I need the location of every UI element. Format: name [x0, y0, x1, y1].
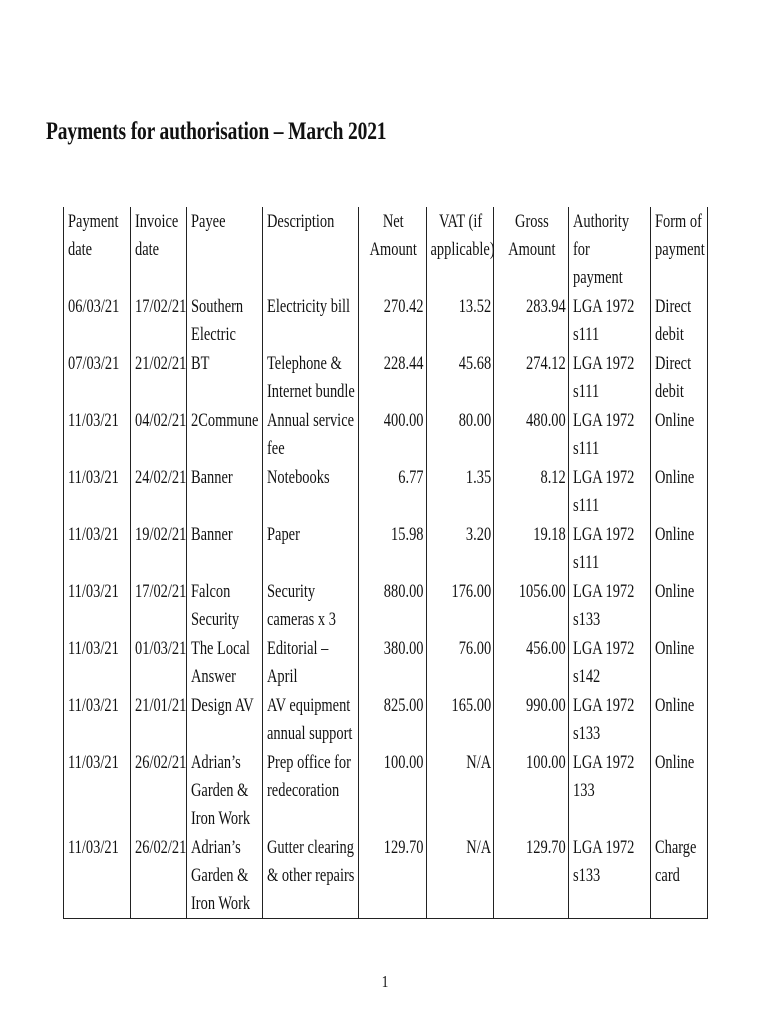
form-of-payment-cell: Direct debit: [651, 292, 708, 349]
authority-cell: LGA 1972 s111: [569, 292, 651, 349]
invoice-date-cell: 17/02/21: [131, 577, 187, 634]
authority-cell: LGA 1972 s133: [569, 577, 651, 634]
table-row: [64, 748, 708, 833]
form-of-payment-cell: Online: [651, 520, 708, 577]
authority-cell: LGA 1972 s111: [569, 463, 651, 520]
payee-cell: BT: [187, 349, 263, 406]
header-authority: Authority for payment: [569, 207, 651, 292]
vat-cell: N/A: [427, 748, 494, 833]
authority-cell: LGA 1972 s133: [569, 691, 651, 748]
invoice-date-cell: 04/02/21: [131, 406, 187, 463]
gross-amount-cell: 100.00: [494, 748, 569, 833]
payee-cell: Design AV: [187, 691, 263, 748]
authority-cell: LGA 1972 s111: [569, 349, 651, 406]
table-row: [64, 292, 708, 349]
form-of-payment-cell: Online: [651, 748, 708, 833]
header-payee: Payee: [187, 207, 263, 292]
table-row: [64, 691, 708, 748]
net-amount-cell: 228.44: [359, 349, 427, 406]
payment-date-cell: 11/03/21: [64, 691, 131, 748]
header-gross-amount: Gross Amount: [494, 207, 569, 292]
payee-cell: Southern Electric: [187, 292, 263, 349]
payments-table: [63, 207, 708, 919]
invoice-date-cell: 21/01/21: [131, 691, 187, 748]
table-row: [64, 577, 708, 634]
vat-cell: 165.00: [427, 691, 494, 748]
gross-amount-cell: 8.12: [494, 463, 569, 520]
invoice-date-cell: 21/02/21: [131, 349, 187, 406]
header-description: Description: [263, 207, 359, 292]
authority-cell: LGA 1972 s142: [569, 634, 651, 691]
header-net-amount: Net Amount: [359, 207, 427, 292]
net-amount-cell: 6.77: [359, 463, 427, 520]
invoice-date-cell: 01/03/21: [131, 634, 187, 691]
net-amount-cell: 15.98: [359, 520, 427, 577]
payment-date-cell: 11/03/21: [64, 833, 131, 919]
net-amount-cell: 825.00: [359, 691, 427, 748]
header-invoice-date: Invoice date: [131, 207, 187, 292]
description-cell: Security cameras x 3: [263, 577, 359, 634]
form-of-payment-cell: Direct debit: [651, 349, 708, 406]
vat-cell: 45.68: [427, 349, 494, 406]
vat-cell: N/A: [427, 833, 494, 919]
authority-cell: LGA 1972 s111: [569, 520, 651, 577]
authority-cell: LGA 1972 133: [569, 748, 651, 833]
form-of-payment-cell: Online: [651, 691, 708, 748]
header-vat: VAT (if applicable): [427, 207, 494, 292]
gross-amount-cell: 283.94: [494, 292, 569, 349]
description-cell: AV equipment annual support: [263, 691, 359, 748]
payment-date-cell: 11/03/21: [64, 520, 131, 577]
table-row: [64, 349, 708, 406]
description-cell: Prep office for redecoration: [263, 748, 359, 833]
table-row: [64, 634, 708, 691]
net-amount-cell: 100.00: [359, 748, 427, 833]
form-of-payment-cell: Online: [651, 406, 708, 463]
payment-date-cell: 07/03/21: [64, 349, 131, 406]
description-cell: Paper: [263, 520, 359, 577]
header-form-of-payment: Form of payment: [651, 207, 708, 292]
page-title: Payments for authorisation – March 2021: [46, 118, 387, 145]
table-row: [64, 406, 708, 463]
form-of-payment-cell: Online: [651, 577, 708, 634]
vat-cell: 3.20: [427, 520, 494, 577]
authority-cell: LGA 1972 s133: [569, 833, 651, 919]
payee-cell: Falcon Security: [187, 577, 263, 634]
vat-cell: 176.00: [427, 577, 494, 634]
form-of-payment-cell: Online: [651, 634, 708, 691]
payment-date-cell: 11/03/21: [64, 748, 131, 833]
net-amount-cell: 880.00: [359, 577, 427, 634]
invoice-date-cell: 19/02/21: [131, 520, 187, 577]
gross-amount-cell: 19.18: [494, 520, 569, 577]
payment-date-cell: 06/03/21: [64, 292, 131, 349]
payee-cell: Banner: [187, 463, 263, 520]
vat-cell: 1.35: [427, 463, 494, 520]
table-row: [64, 463, 708, 520]
form-of-payment-cell: Online: [651, 463, 708, 520]
table-header-row: [64, 207, 708, 292]
gross-amount-cell: 1056.00: [494, 577, 569, 634]
vat-cell: 13.52: [427, 292, 494, 349]
payee-cell: 2Commune: [187, 406, 263, 463]
gross-amount-cell: 480.00: [494, 406, 569, 463]
description-cell: Telephone & Internet bundle: [263, 349, 359, 406]
page-number: 1: [381, 972, 389, 991]
payee-cell: The Local Answer: [187, 634, 263, 691]
gross-amount-cell: 990.00: [494, 691, 569, 748]
payment-date-cell: 11/03/21: [64, 634, 131, 691]
payment-date-cell: 11/03/21: [64, 406, 131, 463]
description-cell: Notebooks: [263, 463, 359, 520]
net-amount-cell: 400.00: [359, 406, 427, 463]
invoice-date-cell: 17/02/21: [131, 292, 187, 349]
description-cell: Gutter clearing & other repairs: [263, 833, 359, 919]
invoice-date-cell: 26/02/21: [131, 748, 187, 833]
payment-date-cell: 11/03/21: [64, 577, 131, 634]
net-amount-cell: 270.42: [359, 292, 427, 349]
invoice-date-cell: 24/02/21: [131, 463, 187, 520]
description-cell: Electricity bill: [263, 292, 359, 349]
description-cell: Annual service fee: [263, 406, 359, 463]
header-payment-date: Payment date: [64, 207, 131, 292]
gross-amount-cell: 274.12: [494, 349, 569, 406]
gross-amount-cell: 456.00: [494, 634, 569, 691]
payment-date-cell: 11/03/21: [64, 463, 131, 520]
authority-cell: LGA 1972 s111: [569, 406, 651, 463]
table-row: [64, 520, 708, 577]
payee-cell: Adrian’s Garden & Iron Work: [187, 833, 263, 919]
net-amount-cell: 380.00: [359, 634, 427, 691]
payee-cell: Adrian’s Garden & Iron Work: [187, 748, 263, 833]
description-cell: Editorial – April: [263, 634, 359, 691]
gross-amount-cell: 129.70: [494, 833, 569, 919]
table-row: [64, 833, 708, 919]
invoice-date-cell: 26/02/21: [131, 833, 187, 919]
vat-cell: 76.00: [427, 634, 494, 691]
form-of-payment-cell: Charge card: [651, 833, 708, 919]
payee-cell: Banner: [187, 520, 263, 577]
vat-cell: 80.00: [427, 406, 494, 463]
net-amount-cell: 129.70: [359, 833, 427, 919]
